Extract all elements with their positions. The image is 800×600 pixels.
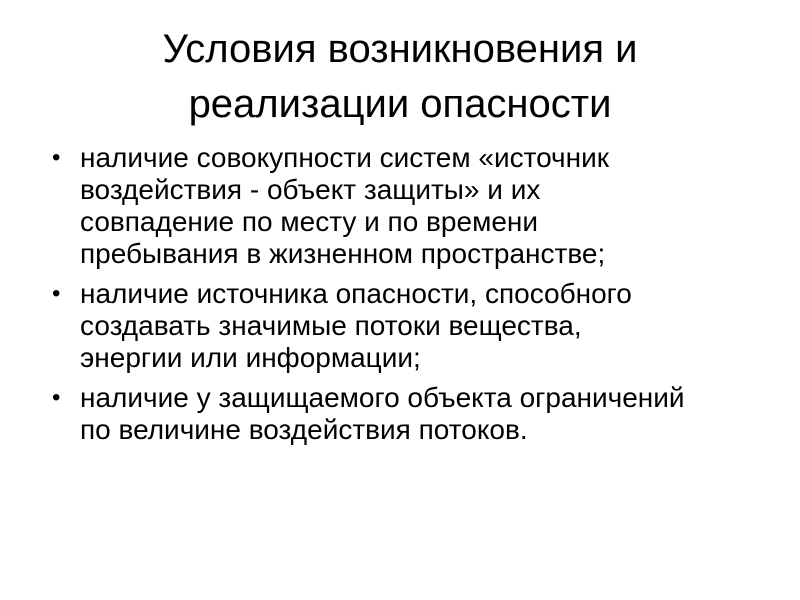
bullet-2-line-2: создавать значимые потоки вещества, [80,310,582,341]
bullet-item-2 [50,278,770,374]
bullet-1-line-3: совпадение по месту и по времени [80,206,538,237]
bullet-icon: • [52,280,61,307]
slide-title-line-1: Условия возникновения и [162,27,638,71]
bullet-list [50,142,770,454]
bullet-icon: • [52,144,61,171]
bullet-item-1 [50,142,770,270]
bullet-1-line-2: воздействия ‑ объект защиты» и их [80,174,541,205]
bullet-2-line-3: энергии или информации; [80,342,421,373]
bullet-1-line-1: наличие совокупности систем «источник [80,142,609,173]
slide-title-line-2: реализации опасности [188,82,612,126]
bullet-3-line-2: по величине воздействия потоков. [80,414,528,445]
bullet-2-line-1: наличие источника опасности, способного [80,278,632,309]
bullet-item-3 [50,382,770,446]
slide-title [40,22,760,132]
bullet-1-line-4: пребывания в жизненном пространстве; [80,238,606,269]
bullet-3-line-1: наличие у защищаемого объекта ограничений [80,382,685,413]
bullet-icon: • [52,384,61,411]
